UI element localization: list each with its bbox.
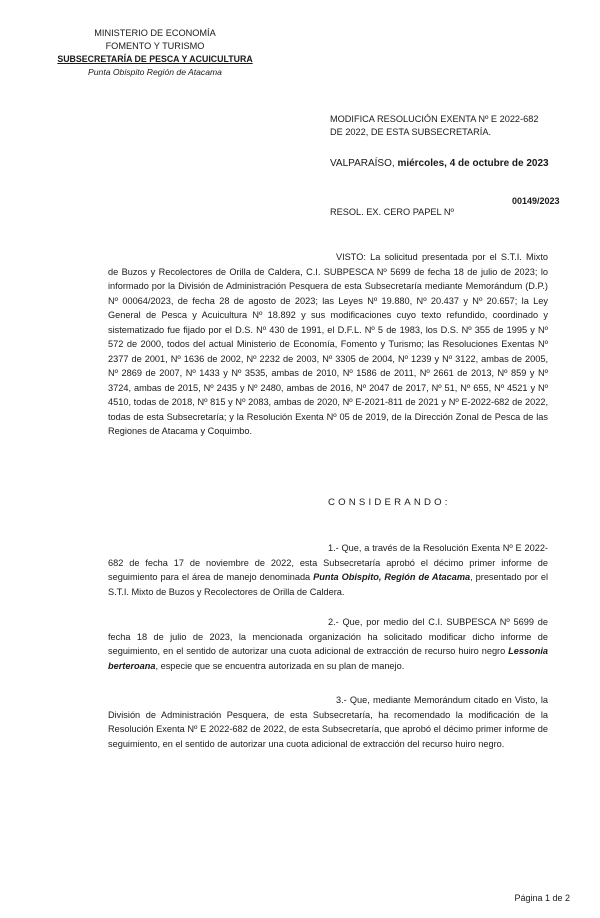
subsecretaria-line: SUBSECRETARÍA DE PESCA Y ACUICULTURA	[57, 54, 253, 64]
considerando-3: 3.- Que, mediante Memorándum citado en Visto, la División de Administración Pesquera, de esta Subsecretaría, ha recomendado la modificación de la Resolución Exenta Nº E 2022-682 de 2022, de esta Subsecretaría, que aprobó el décimo primer informe de seguimiento, en el sentido de autorizar una cuota adicional de extracción del recurso huiro negro.	[108, 695, 548, 749]
considerando-2-tail: , especie que se encuentra autorizada en su plan de manejo.	[155, 660, 405, 671]
considerando-1-text: 1.- Que, a través de la Resolución Exenta Nº E 2022-682 de fecha 17 de noviembre de 2022, esta Subsecretaría aprobó el décimo primer informe de seguimiento para el área de manejo denominada	[108, 543, 548, 582]
date-value: miércoles, 4 de octubre de 2023	[397, 158, 549, 169]
area-line: Punta Obispito Región de Atacama	[88, 67, 222, 77]
considerando-2-species: Lessonia berteroana	[108, 646, 548, 671]
reference-line-1: MODIFICA RESOLUCIÓN EXENTA Nº E 2022-682	[330, 114, 539, 124]
date-line	[330, 158, 549, 169]
considerando-2-text: 2.- Que, por medio del C.I. SUBPESCA Nº 5699 de fecha 18 de julio de 2023, la mencionada organización ha solicitado modificar dicho informe de seguimiento, en el sentido de autorizar una cuota adicional de extracción de recurso huiro negro	[108, 617, 548, 656]
considerando-1	[108, 541, 548, 599]
resolution-type: RESOL. EX. CERO PAPEL Nº	[330, 207, 454, 217]
visto-paragraph: VISTO: La solicitud presentada por el S.T.I. Mixto de Buzos y Recolectores de Orilla de Caldera, C.I. SUBPESCA Nº 5699 de fecha 18 de julio de 2023; lo informado por la División de Administración Pesquera de esta Subsecretaría mediante Memorándum (D.P.) Nº 00064/2023, de fecha 28 de agosto de 2023; las Leyes Nº 19.880, Nº 20.437 y Nº 20.657; la Ley General de Pesca y Acuicultura Nº 18.892 y sus modificaciones cuyo texto refundido, coordinado y sistematizado fue fijado por el D.S. Nº 430 de 1991, el D.F.L. Nº 5 de 1983, los D.S. Nº 355 de 1995 y Nº 572 de 2000, todos del actual Ministerio de Economía, Fomento y Turismo; las Resoluciones Exentas Nº 2377 de 2001, Nº 1636 de 2002, Nº 2232 de 2003, Nº 3305 de 2004, Nº 1239 y Nº 3122, ambas de 2005, Nº 2869 de 2007, Nº 1433 y Nº 3535, ambas de 2010, Nº 1586 de 2011, Nº 2661 de 2013, Nº 859 y Nº 3724, ambas de 2015, Nº 2435 y Nº 2480, ambas de 2016, Nº 2047 de 2017, Nº 51, Nº 655, Nº 4521 y Nº 4510, todas de 2018, Nº 815 y Nº 2083, ambas de 2020, Nº E-2021-811 de 2021 y Nº E-2022-682 de 2022, todas de esta Subsecretaría; y la Resolución Exenta Nº 05 de 2019, de la Dirección Zonal de Pesca de las Regiones de Atacama y Coquimbo.	[108, 252, 548, 436]
ministry-subline: FOMENTO Y TURISMO	[105, 41, 205, 51]
institution-header	[50, 27, 260, 79]
page-number: Página 1 de 2	[514, 893, 570, 903]
resolution-number: 00149/2023	[512, 196, 560, 206]
considerando-2	[108, 615, 548, 673]
considerando-1-tail: , presentado por el S.T.I. Mixto de Buzos y Recolectores de Orilla de Caldera.	[108, 572, 548, 597]
reference-block	[330, 113, 570, 139]
reference-line-2: DE 2022, DE ESTA SUBSECRETARÍA.	[330, 127, 492, 137]
considerando-1-area: Punta Obispito, Región de Atacama	[313, 572, 471, 582]
ministry-line: MINISTERIO DE ECONOMÍA	[94, 28, 216, 38]
date-city: VALPARAÍSO,	[330, 158, 395, 169]
considerando-title: CONSIDERANDO:	[328, 497, 451, 508]
